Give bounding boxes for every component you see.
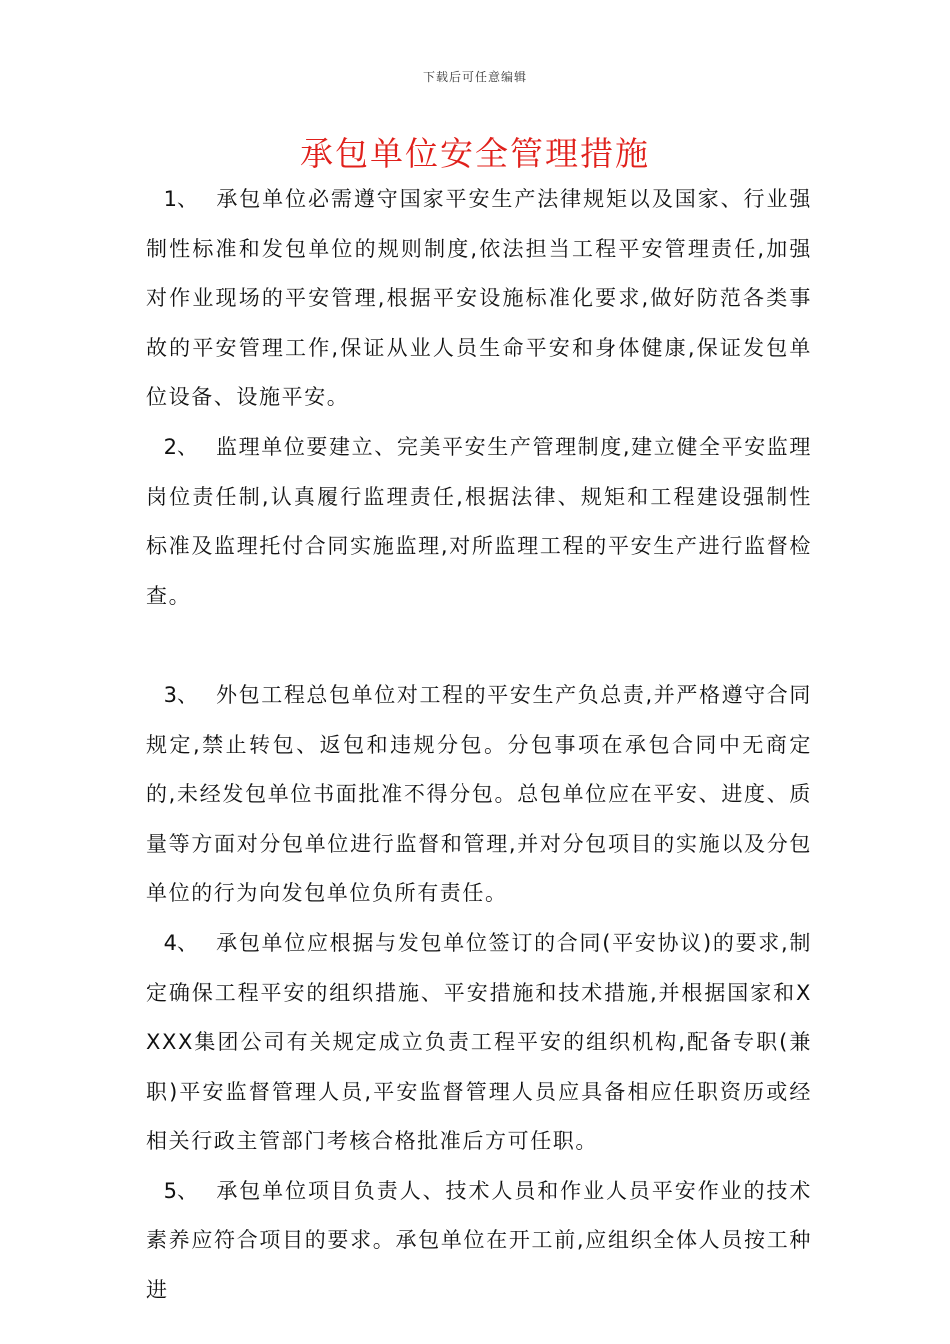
paragraph-text: 外包工程总包单位对工程的平安生产负总责,并严格遵守合同规定,禁止转包、返包和违规分包。分包事项在承包合同中无商定的,未经发包单位书面批准不得分包。总包单位应在平安、进度、质量等方面对分包单位进行监督和管理,并对分包项目的实施以及分包单位的行为向发包单位负所有责任。 [146,682,812,906]
blank-line [146,621,812,671]
paragraph-text: 监理单位要建立、完美平安生产管理制度,建立健全平安监理岗位责任制,认真履行监理责任,根据法律、规矩和工程建设强制性标准及监理托付合同实施监理,对所监理工程的平安生产进行监督检查。 [146,434,812,608]
document-title: 承包单位安全管理措施 [300,134,650,173]
paragraph-text: 承包单位必需遵守国家平安生产法律规矩以及国家、行业强制性标准和发包单位的规则制度,依法担当工程平安管理责任,加强对作业现场的平安管理,根据平安设施标准化要求,做好防范各类事故的平安管理工作,保证从业人员生命平安和身体健康,保证发包单位设备、设施平安。 [146,187,812,410]
paragraph-number: 1、 [163,187,198,211]
paragraph-1 [146,175,812,423]
document-body [146,175,812,1316]
paragraph-number: 3、 [163,682,198,707]
paragraph-number: 2、 [163,434,198,459]
paragraph-text: 承包单位应根据与发包单位签订的合同(平安协议)的要求,制定确保工程平安的组织措施、平安措施和技术措施,并根据国家和XXXX集团公司有关规定成立负责工程平安的组织机构,配备专职(兼职)平安监督管理人员,平安监督管理人员应具备相应任职资历或经相关行政主管部门考核合格批准后方可任职。 [146,930,812,1154]
header-note: 下载后可任意编辑 [422,70,527,84]
paragraph-3 [146,671,812,919]
paragraph-number: 5、 [163,1178,198,1203]
paragraph-4 [146,919,812,1167]
paragraph-text: 承包单位项目负责人、技术人员和作业人员平安作业的技术素养应符合项目的要求。承包单位在开工前,应组织全体人员按工种进 [146,1178,812,1303]
paragraph-2 [146,423,812,621]
paragraph-number: 4、 [163,930,198,955]
paragraph-5 [146,1167,812,1316]
